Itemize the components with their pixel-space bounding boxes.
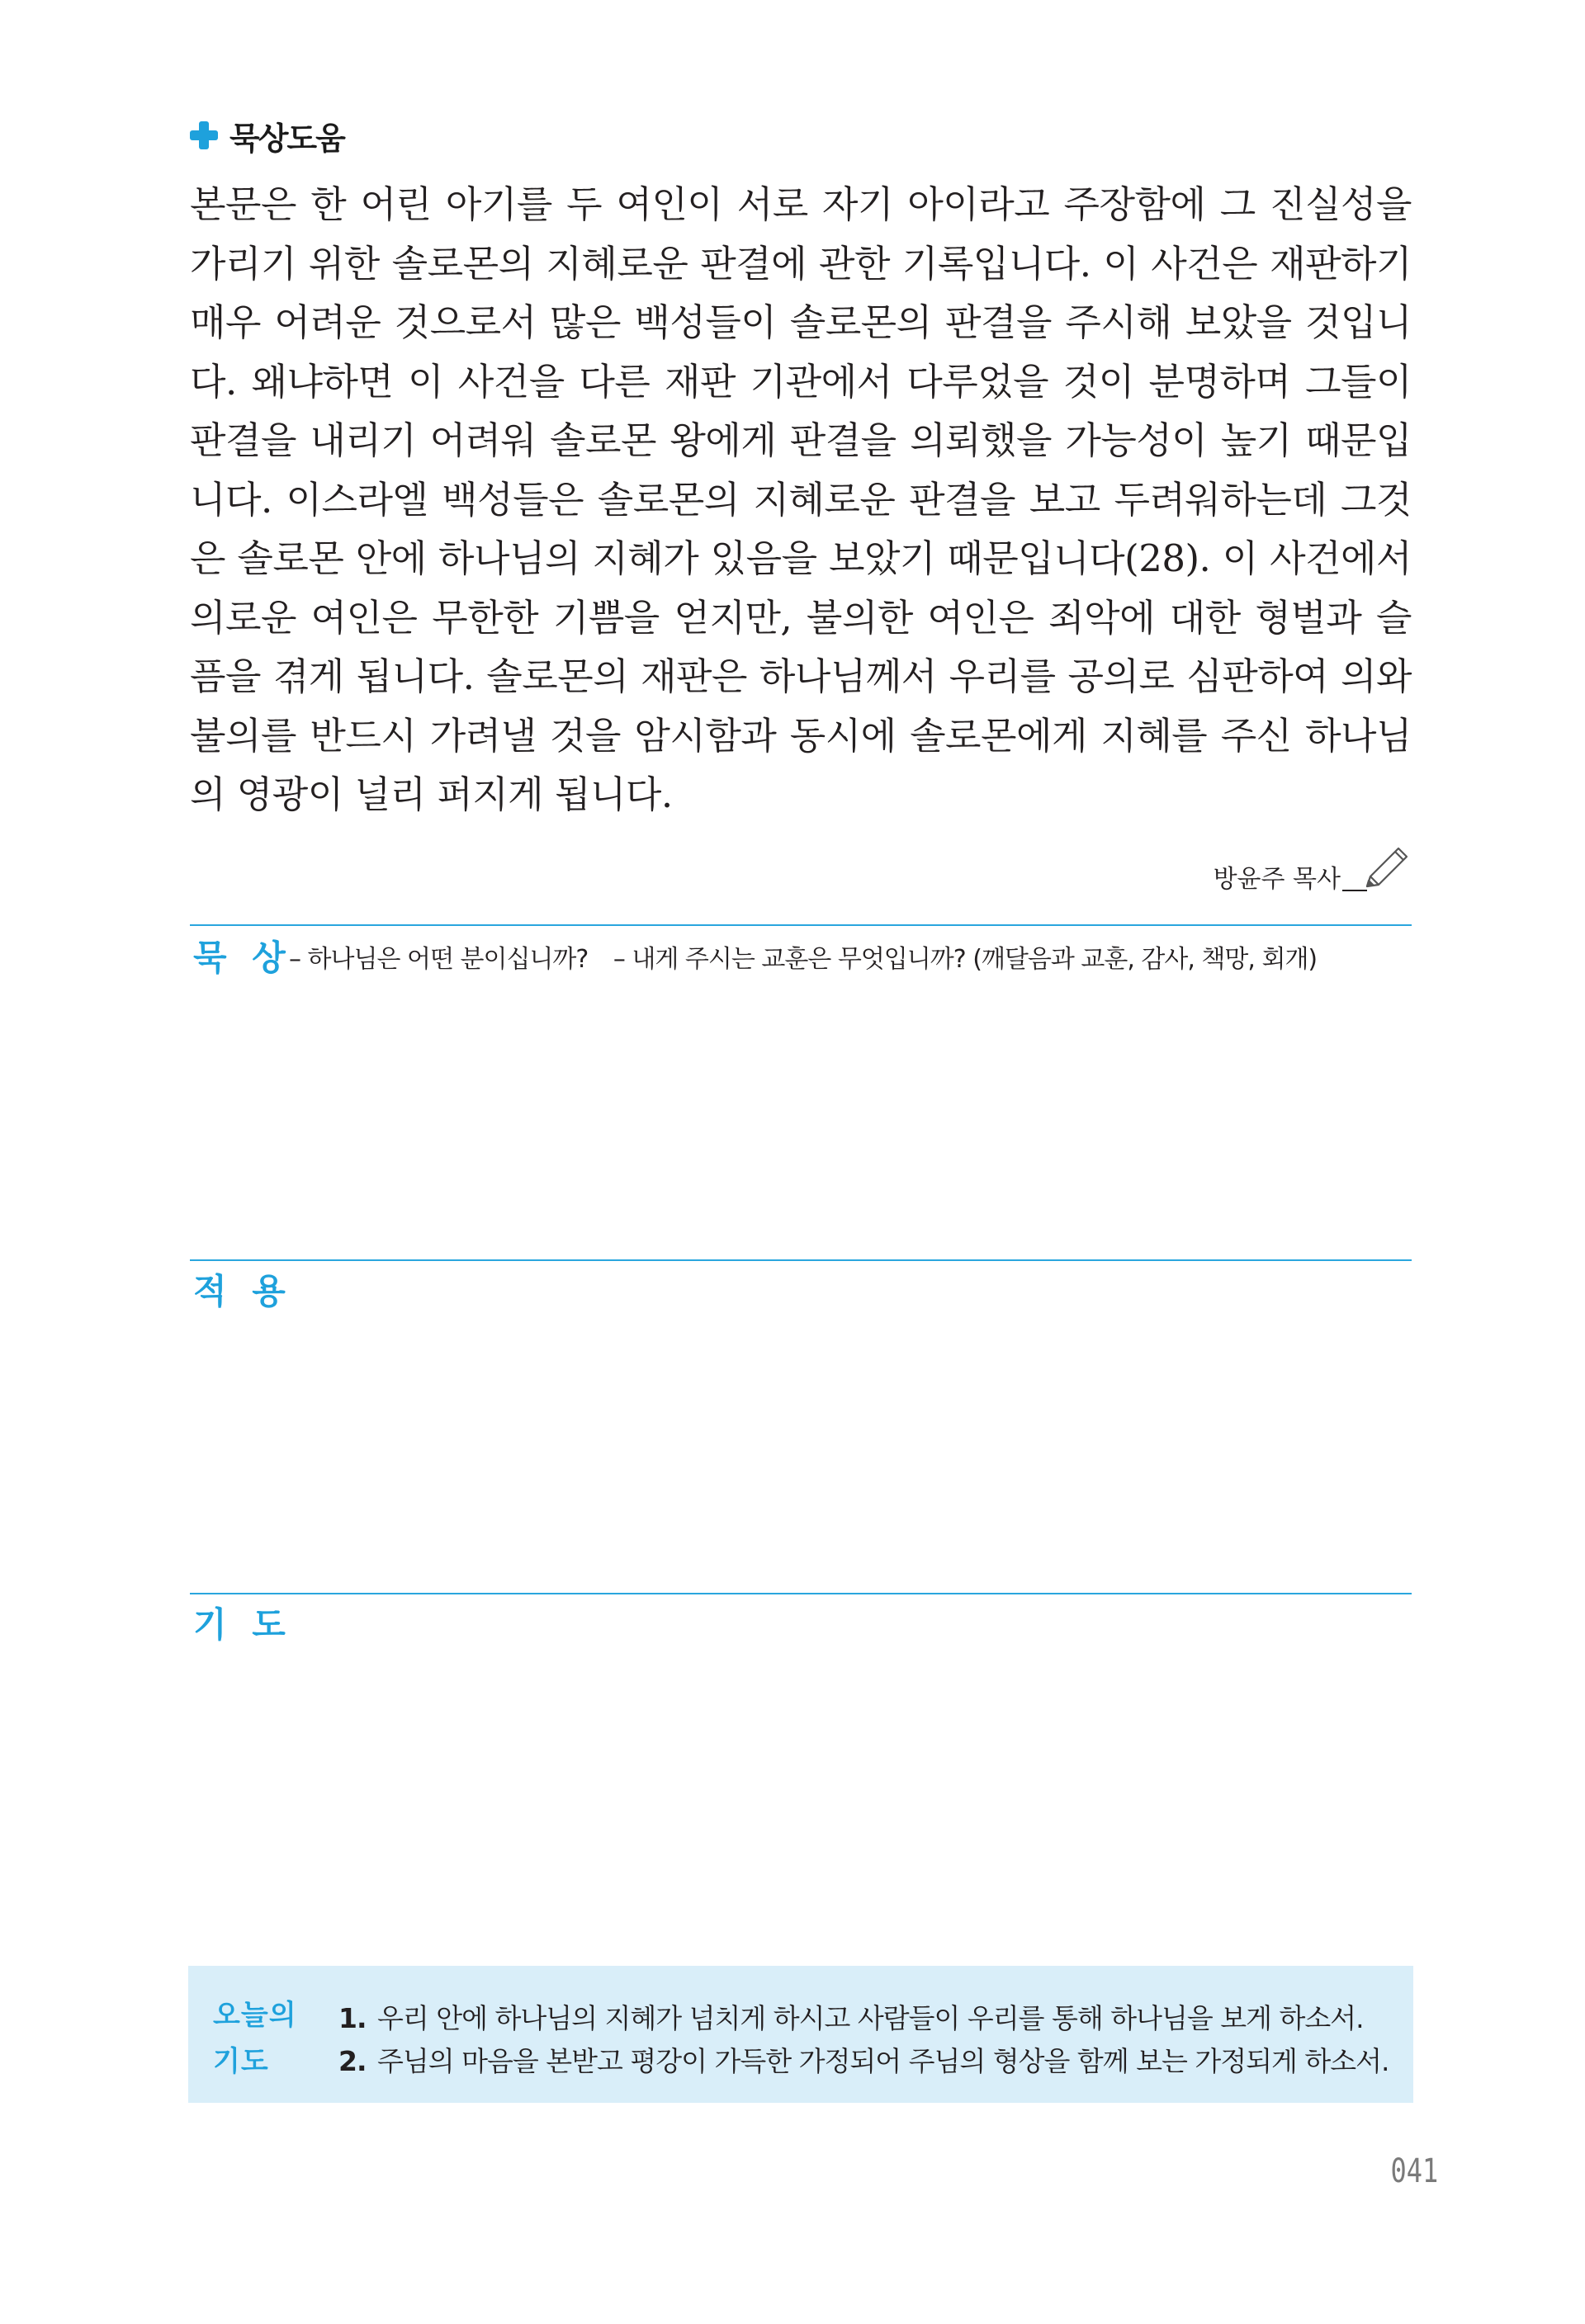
prayer-divider <box>190 1593 1412 1594</box>
devotional-body-text: 본문은 한 어린 아기를 두 여인이 서로 자기 아이라고 주장함에 그 진실성을 가리기 위한 솔로몬의 지혜로운 판결에 관한 기록입니다. 이 사건은 재판하기 매우 어려운 것으로서 많은 백성들이 솔로몬의 판결을 주시해 보았을 것입니다. 왜냐하면 이 사건을 다른 재판 기관에서 다루었을 것이 분명하며 그들이 판결을 내리기 어려워 솔로몬 왕에게 판결을 의뢰했을 가능성이 높기 때문입니다. 이스라엘 백성들은 솔로몬의 지혜로운 판결을 보고 두려워하는데 그것은 솔로몬 안에 하나님의 지혜가 있음을 보았기 때문입니다(28). 이 사건에서 의로운 여인은 무한한 기쁨을 얻지만, 불의한 여인은 죄악에 대한 형벌과 슬픔을 겪게 됩니다. 솔로몬의 재판은 하나님께서 우리를 공의로 심판하여 의와 불의를 반드시 가려낼 것을 암시함과 동시에 솔로몬에게 지혜를 주신 하나님의 영광이 널리 퍼지게 됩니다. <box>190 182 1412 816</box>
todays-prayer-label-line2: 기도 <box>213 2045 269 2078</box>
plus-icon <box>190 121 218 149</box>
todays-prayer-label-line1: 오늘의 <box>213 1999 297 2032</box>
prayer-item-number: 2. <box>338 2045 367 2077</box>
prayer-item <box>338 1997 1389 2040</box>
meditation-label: 묵 상 <box>193 938 292 978</box>
meditation-prompt-2: – 내게 주시는 교훈은 무엇입니까? (깨달음과 교훈, 감사, 책망, 회개) <box>613 945 1318 974</box>
prayer-item-text: 주님의 마음을 본받고 평강이 가득한 가정되어 주님의 형상을 함께 보는 가정되게 하소서. <box>377 2045 1389 2077</box>
application-label: 적 용 <box>193 1271 292 1311</box>
section-heading-text: 묵상도움 <box>229 120 344 157</box>
meditation-divider <box>190 924 1412 926</box>
meditation-prompts <box>289 938 1335 975</box>
prayer-label: 기 도 <box>193 1604 292 1645</box>
prayer-item <box>338 2040 1389 2083</box>
pencil-icon <box>1362 842 1412 895</box>
page-number: 041 <box>1390 2152 1438 2190</box>
todays-prayer-items <box>338 1997 1389 2083</box>
meditation-prompt-1: – 하나님은 어떤 분이십니까? <box>289 945 589 974</box>
prayer-item-text: 우리 안에 하나님의 지혜가 넘치게 하시고 사람들이 우리를 통해 하나님을 보게 하소서. <box>377 2002 1364 2034</box>
section-heading <box>190 114 344 157</box>
application-divider <box>190 1259 1412 1261</box>
todays-prayer-box <box>188 1966 1413 2103</box>
author-name: 방윤주 목사 <box>1213 865 1341 894</box>
prayer-item-number: 1. <box>338 2002 367 2034</box>
author-signature <box>1214 842 1412 895</box>
todays-prayer-label <box>213 1992 297 2085</box>
